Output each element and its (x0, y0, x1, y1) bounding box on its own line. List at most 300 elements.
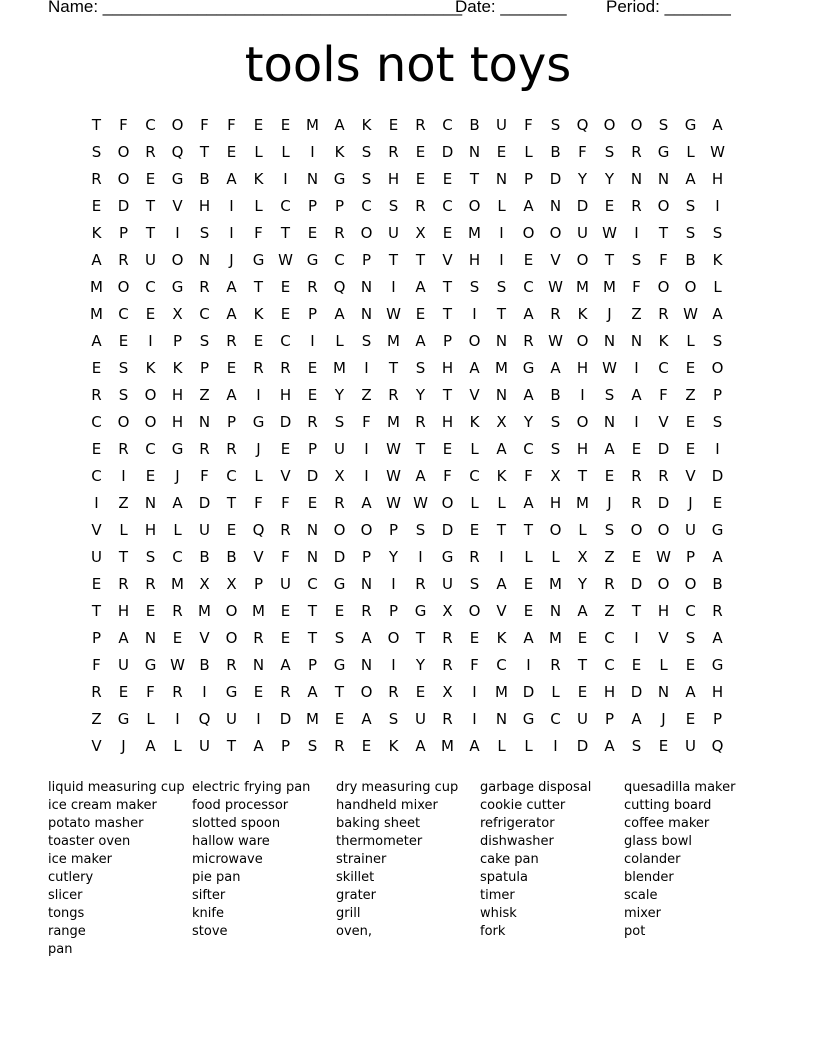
grid-letter: O (684, 574, 697, 593)
grid-letter: J (688, 493, 693, 512)
grid-row (83, 300, 731, 327)
grid-letter: H (387, 169, 400, 188)
grid-letter: H (711, 169, 724, 188)
grid-letter: H (711, 682, 724, 701)
grid-letter: K (469, 412, 480, 431)
grid-letter: L (497, 493, 506, 512)
grid-letter: F (200, 115, 209, 134)
grid-letter: F (281, 547, 290, 566)
grid-letter: U (577, 709, 588, 728)
grid-letter: I (175, 223, 180, 242)
grid-letter: E (631, 439, 642, 458)
grid-letter: T (226, 736, 237, 755)
grid-letter: S (199, 331, 210, 350)
grid-letter: F (254, 223, 263, 242)
word-bank-item: grill (336, 906, 361, 921)
grid-letter: K (253, 169, 264, 188)
grid-letter: M (495, 682, 508, 701)
grid-letter: E (307, 358, 318, 377)
grid-letter: O (360, 520, 373, 539)
grid-letter: I (391, 655, 396, 674)
grid-letter: Z (199, 385, 210, 404)
grid-letter: T (118, 547, 129, 566)
grid-letter: I (418, 547, 423, 566)
grid-letter: S (496, 277, 507, 296)
grid-letter: O (117, 412, 130, 431)
grid-letter: K (496, 628, 507, 647)
grid-letter: E (280, 628, 291, 647)
grid-letter: G (522, 358, 535, 377)
grid-letter: O (468, 331, 481, 350)
grid-letter: A (469, 736, 480, 755)
grid-letter: I (499, 547, 504, 566)
grid-letter: A (631, 709, 642, 728)
grid-letter: O (333, 520, 346, 539)
word-bank-item: cake pan (480, 852, 539, 867)
grid-letter: S (199, 223, 210, 242)
grid-letter: O (549, 223, 562, 242)
grid-letter: S (550, 115, 561, 134)
grid-letter: E (415, 304, 426, 323)
grid-letter: E (145, 169, 156, 188)
grid-letter: T (631, 601, 642, 620)
grid-letter: R (226, 331, 237, 350)
grid-letter: K (388, 736, 399, 755)
grid-letter: V (550, 250, 561, 269)
grid-letter: I (364, 358, 369, 377)
period-field-label: Period: _______ (606, 0, 731, 16)
grid-letter: E (280, 304, 291, 323)
grid-letter: O (360, 223, 373, 242)
grid-letter: R (91, 385, 102, 404)
grid-letter: R (172, 682, 183, 701)
word-bank-item: slicer (48, 888, 83, 903)
grid-letter: R (280, 682, 291, 701)
grid-letter: E (685, 412, 696, 431)
grid-letter: B (226, 547, 237, 566)
grid-letter: E (631, 547, 642, 566)
grid-letter: U (685, 520, 696, 539)
grid-letter: D (117, 196, 130, 215)
word-bank-item: pot (624, 924, 646, 939)
grid-letter: F (92, 655, 101, 674)
grid-letter: A (523, 304, 534, 323)
grid-letter: P (118, 223, 129, 242)
grid-letter: E (280, 601, 291, 620)
grid-row (83, 570, 731, 597)
grid-letter: E (226, 358, 237, 377)
grid-letter: I (310, 331, 315, 350)
grid-letter: W (683, 304, 698, 323)
grid-letter: T (523, 520, 534, 539)
grid-letter: C (307, 574, 318, 593)
grid-letter: K (712, 250, 723, 269)
grid-letter: R (307, 412, 318, 431)
grid-letter: E (253, 115, 264, 134)
grid-letter: P (199, 358, 210, 377)
grid-letter: B (199, 547, 210, 566)
grid-letter: L (686, 142, 695, 161)
grid-letter: X (442, 682, 453, 701)
grid-letter: T (469, 169, 480, 188)
grid-row (83, 462, 731, 489)
grid-letter: I (148, 331, 153, 350)
word-bank-item: slotted spoon (192, 816, 281, 831)
grid-letter: C (226, 466, 237, 485)
grid-letter: T (388, 358, 399, 377)
grid-letter: X (577, 547, 588, 566)
grid-letter: M (549, 628, 562, 647)
grid-letter: Y (415, 655, 426, 674)
grid-letter: O (468, 601, 481, 620)
word-bank-item: grater (336, 888, 377, 903)
grid-letter: T (253, 277, 264, 296)
grid-row (83, 678, 731, 705)
grid-letter: G (414, 601, 427, 620)
grid-letter: T (415, 250, 426, 269)
grid-letter: A (523, 196, 534, 215)
grid-letter: H (576, 358, 589, 377)
grid-letter: I (229, 223, 234, 242)
grid-letter: C (658, 358, 669, 377)
grid-letter: G (225, 682, 238, 701)
grid-letter: U (199, 520, 210, 539)
grid-letter: I (364, 466, 369, 485)
grid-letter: S (469, 574, 480, 593)
grid-letter: W (548, 331, 563, 350)
grid-letter: N (198, 250, 211, 269)
grid-letter: C (604, 628, 615, 647)
grid-letter: C (550, 709, 561, 728)
grid-letter: L (497, 196, 506, 215)
grid-letter: P (388, 601, 399, 620)
grid-letter: I (121, 466, 126, 485)
grid-letter: E (685, 439, 696, 458)
grid-letter: I (715, 439, 720, 458)
grid-letter: W (386, 493, 401, 512)
word-bank-item: scale (624, 888, 658, 903)
grid-letter: W (602, 358, 617, 377)
grid-letter: N (144, 493, 157, 512)
grid-letter: Y (577, 574, 588, 593)
grid-letter: P (91, 628, 102, 647)
grid-letter: C (523, 439, 534, 458)
grid-letter: P (307, 655, 318, 674)
grid-letter: R (523, 331, 534, 350)
grid-letter: A (469, 358, 480, 377)
letter-grid (83, 111, 731, 759)
grid-letter: G (333, 574, 346, 593)
grid-letter: O (630, 115, 643, 134)
grid-letter: D (279, 709, 292, 728)
grid-letter: E (685, 655, 696, 674)
grid-letter: Q (252, 520, 265, 539)
grid-row (83, 732, 731, 759)
word-bank-item: refrigerator (480, 816, 555, 831)
grid-row (83, 543, 731, 570)
grid-letter: P (523, 169, 534, 188)
grid-row (83, 192, 731, 219)
grid-letter: N (306, 547, 319, 566)
grid-row (83, 624, 731, 651)
grid-letter: H (657, 601, 670, 620)
grid-letter: I (202, 682, 207, 701)
word-bank-item: baking sheet (336, 816, 421, 831)
grid-letter: T (145, 196, 156, 215)
grid-letter: R (631, 142, 642, 161)
name-field-label: Name: ______________________________________ (48, 0, 463, 16)
grid-letter: U (415, 709, 426, 728)
grid-letter: M (603, 277, 616, 296)
word-bank-item: skillet (336, 870, 375, 885)
grid-letter: I (499, 223, 504, 242)
grid-letter: U (685, 736, 696, 755)
word-bank-item: whisk (480, 906, 517, 921)
grid-row (83, 651, 731, 678)
grid-letter: E (91, 358, 102, 377)
grid-letter: K (658, 331, 669, 350)
grid-letter: W (656, 547, 671, 566)
grid-letter: C (118, 304, 129, 323)
grid-letter: S (91, 142, 102, 161)
grid-letter: F (254, 493, 263, 512)
grid-letter: P (361, 250, 372, 269)
grid-letter: Y (415, 385, 426, 404)
grid-letter: S (145, 547, 156, 566)
grid-letter: E (91, 196, 102, 215)
grid-letter: C (145, 439, 156, 458)
word-bank-item: fork (480, 924, 506, 939)
grid-letter: R (361, 601, 372, 620)
grid-letter: R (415, 412, 426, 431)
grid-letter: K (145, 358, 156, 377)
grid-letter: I (499, 250, 504, 269)
grid-letter: K (172, 358, 183, 377)
grid-letter: G (306, 250, 319, 269)
grid-letter: S (361, 169, 372, 188)
grid-letter: N (549, 196, 562, 215)
grid-letter: L (281, 142, 290, 161)
grid-row (83, 165, 731, 192)
grid-letter: P (280, 736, 291, 755)
grid-row (83, 354, 731, 381)
grid-letter: E (334, 709, 345, 728)
word-bank-column (48, 779, 192, 959)
grid-row (83, 273, 731, 300)
grid-letter: O (117, 142, 130, 161)
grid-letter: T (442, 304, 453, 323)
grid-letter: F (200, 466, 209, 485)
grid-letter: C (442, 196, 453, 215)
grid-letter: S (712, 331, 723, 350)
grid-letter: G (711, 520, 724, 539)
grid-letter: T (415, 439, 426, 458)
grid-letter: A (226, 385, 237, 404)
grid-letter: J (229, 250, 234, 269)
grid-letter: S (334, 628, 345, 647)
word-bank-item: microwave (192, 852, 263, 867)
grid-letter: O (711, 358, 724, 377)
grid-letter: T (442, 385, 453, 404)
grid-letter: L (659, 655, 668, 674)
grid-letter: R (469, 547, 480, 566)
grid-letter: W (602, 223, 617, 242)
grid-letter: A (415, 736, 426, 755)
grid-letter: Q (333, 277, 346, 296)
grid-letter: Z (118, 493, 129, 512)
grid-letter: S (550, 439, 561, 458)
grid-letter: E (361, 736, 372, 755)
grid-letter: C (145, 277, 156, 296)
word-bank-column (192, 779, 336, 959)
grid-letter: U (280, 574, 291, 593)
grid-letter: F (524, 466, 533, 485)
grid-letter: O (468, 196, 481, 215)
grid-letter: E (442, 169, 453, 188)
grid-letter: T (604, 250, 615, 269)
grid-letter: I (553, 736, 558, 755)
grid-letter: S (118, 358, 129, 377)
grid-letter: D (441, 142, 454, 161)
grid-letter: D (522, 682, 535, 701)
grid-letter: M (495, 358, 508, 377)
grid-letter: R (442, 655, 453, 674)
grid-letter: N (198, 412, 211, 431)
grid-letter: L (470, 439, 479, 458)
word-bank-column (480, 779, 624, 959)
grid-letter: L (470, 493, 479, 512)
grid-letter: G (171, 277, 184, 296)
grid-letter: E (469, 520, 480, 539)
grid-letter: T (91, 115, 102, 134)
grid-letter: B (199, 655, 210, 674)
grid-letter: F (119, 115, 128, 134)
grid-letter: P (307, 439, 318, 458)
grid-letter: F (281, 493, 290, 512)
word-bank-item: liquid measuring cup (48, 780, 185, 795)
grid-letter: R (415, 196, 426, 215)
date-field-label: Date: _______ (455, 0, 567, 16)
grid-letter: S (361, 331, 372, 350)
grid-letter: U (496, 115, 507, 134)
grid-letter: I (715, 196, 720, 215)
grid-letter: R (550, 304, 561, 323)
page-title: tools not toys (244, 37, 572, 93)
grid-letter: O (576, 331, 589, 350)
grid-letter: E (577, 628, 588, 647)
grid-letter: A (415, 466, 426, 485)
grid-letter: P (172, 331, 183, 350)
grid-letter: B (712, 574, 723, 593)
grid-row (83, 111, 731, 138)
grid-letter: I (634, 223, 639, 242)
grid-letter: G (144, 655, 157, 674)
grid-letter: E (577, 682, 588, 701)
grid-letter: T (307, 628, 318, 647)
grid-letter: R (550, 655, 561, 674)
grid-letter: E (523, 250, 534, 269)
grid-letter: K (253, 304, 264, 323)
grid-letter: M (171, 574, 184, 593)
grid-letter: R (388, 385, 399, 404)
grid-letter: R (658, 466, 669, 485)
grid-letter: D (549, 169, 562, 188)
grid-letter: U (145, 250, 156, 269)
grid-letter: N (495, 169, 508, 188)
word-bank-item: electric frying pan (192, 780, 311, 795)
grid-letter: P (685, 547, 696, 566)
grid-letter: S (388, 196, 399, 215)
grid-letter: J (607, 493, 612, 512)
grid-letter: R (199, 277, 210, 296)
grid-letter: P (604, 709, 615, 728)
grid-letter: R (253, 628, 264, 647)
word-bank-item: cutlery (48, 870, 94, 885)
grid-letter: O (225, 628, 238, 647)
grid-letter: R (253, 358, 264, 377)
grid-letter: R (334, 493, 345, 512)
grid-letter: E (415, 682, 426, 701)
grid-letter: R (631, 466, 642, 485)
grid-letter: R (118, 250, 129, 269)
grid-letter: E (658, 736, 669, 755)
grid-letter: M (387, 331, 400, 350)
grid-letter: A (415, 331, 426, 350)
grid-letter: G (333, 169, 346, 188)
grid-letter: V (91, 520, 102, 539)
grid-letter: E (226, 520, 237, 539)
grid-row (83, 246, 731, 273)
grid-letter: O (684, 277, 697, 296)
word-bank-column (336, 779, 480, 959)
grid-letter: A (604, 736, 615, 755)
word-bank-item: garbage disposal (480, 780, 592, 795)
grid-letter: V (280, 466, 291, 485)
word-bank-item: range (48, 924, 86, 939)
grid-letter: N (603, 331, 616, 350)
worksheet-header (48, 0, 748, 19)
grid-letter: U (226, 709, 237, 728)
grid-letter: C (361, 196, 372, 215)
grid-letter: I (391, 277, 396, 296)
grid-row (83, 435, 731, 462)
grid-letter: G (684, 115, 697, 134)
grid-letter: N (360, 304, 373, 323)
grid-letter: A (145, 736, 156, 755)
grid-letter: F (227, 115, 236, 134)
grid-letter: P (712, 385, 723, 404)
grid-letter: A (496, 439, 507, 458)
word-bank-item: handheld mixer (336, 798, 438, 813)
grid-letter: Z (604, 547, 615, 566)
grid-letter: X (550, 466, 561, 485)
grid-letter: I (229, 196, 234, 215)
grid-letter: M (306, 709, 319, 728)
grid-letter: K (91, 223, 102, 242)
grid-letter: P (253, 574, 264, 593)
grid-letter: L (497, 736, 506, 755)
grid-letter: R (415, 574, 426, 593)
grid-letter: L (335, 331, 344, 350)
grid-letter: D (279, 412, 292, 431)
grid-letter: D (441, 520, 454, 539)
grid-letter: F (362, 412, 371, 431)
grid-letter: O (171, 115, 184, 134)
grid-letter: T (145, 223, 156, 242)
grid-letter: S (685, 628, 696, 647)
grid-letter: C (91, 466, 102, 485)
grid-letter: U (199, 736, 210, 755)
